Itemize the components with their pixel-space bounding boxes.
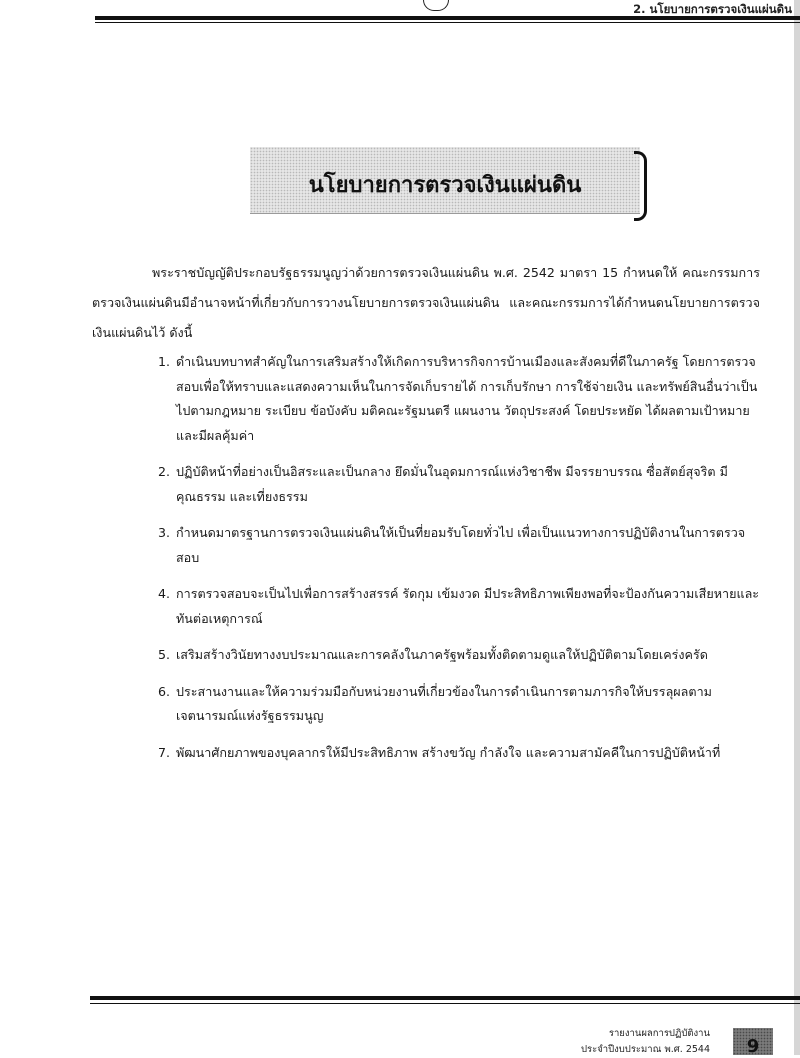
section-header: 2. นโยบายการตรวจเงินแผ่นดิน xyxy=(633,2,792,16)
list-item xyxy=(158,680,760,729)
emblem-icon xyxy=(423,0,449,11)
list-item xyxy=(158,350,760,448)
list-item-text: พัฒนาศักยภาพของบุคลากรให้มีประสิทธิภาพ สร้างขวัญ กำลังใจ และความสามัคคีในการปฏิบัติหน้าที่ xyxy=(176,744,721,760)
list-item-text: เสริมสร้างวินัยทางงบประมาณและการคลังในภาครัฐพร้อมทั้งติดตามดูแลให้ปฏิบัติตามโดยเคร่งครัด xyxy=(176,647,708,662)
page-number-box xyxy=(733,1028,773,1055)
list-item xyxy=(158,521,760,570)
list-item-text: กำหนดมาตรฐานการตรวจเงินแผ่นดินให้เป็นที่ยอมรับโดยทั่วไป เพื่อเป็นแนวทางการปฏิบัติงานในการตรวจสอบ xyxy=(176,525,746,565)
list-item-number: 6. xyxy=(158,683,171,699)
footer-report-line: รายงานผลการปฏิบัติงาน xyxy=(608,1028,710,1039)
policy-list xyxy=(158,350,760,777)
list-item xyxy=(158,460,760,509)
footer-rule-thin xyxy=(90,1003,800,1004)
list-item xyxy=(158,741,760,766)
intro-paragraph: พระราชบัญญัติประกอบรัฐธรรมนูญว่าด้วยการตรวจเงินแผ่นดิน พ.ศ. 2542 มาตรา 15 กำหนดให้ คณะกรรมการตรวจเงินแผ่นดินมีอำนาจหน้าที่เกี่ยวกับการวางนโยบายการตรวจเงินแผ่นดิน และคณะกรรมการได้กำหนดนโยบายการตรวจเงินแผ่นดินไว้ ดังนี้ xyxy=(92,265,760,340)
footer-report-title xyxy=(560,1026,710,1058)
list-item-number: 3. xyxy=(158,525,171,540)
scan-edge-shadow xyxy=(794,0,800,1055)
list-item xyxy=(158,643,760,668)
list-item-text: ประสานงานและให้ความร่วมมือกับหน่วยงานที่เกี่ยวข้องในการดำเนินการตามภารกิจให้บรรลุผลตามเจตนารมณ์แห่งรัฐธรรมนูญ xyxy=(176,683,712,723)
list-item-number: 7. xyxy=(158,744,171,760)
list-item-number: 5. xyxy=(158,647,171,662)
footer-year-line: ประจำปีงบประมาณ พ.ศ. 2544 xyxy=(580,1044,710,1055)
list-item xyxy=(158,582,760,631)
list-item-number: 4. xyxy=(158,586,171,601)
list-item-text: การตรวจสอบจะเป็นไปเพื่อการสร้างสรรค์ รัดกุม เข้มงวด มีประสิทธิภาพเพียงพอที่จะป้องกันความเสียหายและทันต่อเหตุการณ์ xyxy=(176,586,760,626)
header-rule-thin xyxy=(95,22,800,23)
page-number: 9 xyxy=(746,1036,760,1057)
list-item-text: ดำเนินบทบาทสำคัญในการเสริมสร้างให้เกิดการบริหารกิจการบ้านเมืองและสังคมที่ดีในภาครัฐ โดยการตรวจสอบเพื่อให้ทราบและแสดงความเห็นในการจัดเก็บรายได้ การเก็บรักษา การใช้จ่ายเงิน และทรัพย์สินอื่นว่าเป็นไปตามกฎหมาย ระเบียบ ข้อบังคับ มติคณะรัฐมนตรี แผนงาน วัตถุประสงค์ โดยประหยัด ได้ผลตามเป้าหมายและมีผลคุ้มค่า xyxy=(176,354,758,443)
list-item-number: 2. xyxy=(158,464,171,479)
footer-rule-thick xyxy=(90,996,800,1000)
list-item-number: 1. xyxy=(158,354,171,369)
list-item-text: ปฏิบัติหน้าที่อย่างเป็นอิสระและเป็นกลาง ยึดมั่นในอุดมการณ์แห่งวิชาชีพ มีจรรยาบรรณ ซื่อสัตย์สุจริต มีคุณธรรม และเที่ยงธรรม xyxy=(176,464,728,504)
page-title: นโยบายการตรวจเงินแผ่นดิน xyxy=(308,173,582,198)
